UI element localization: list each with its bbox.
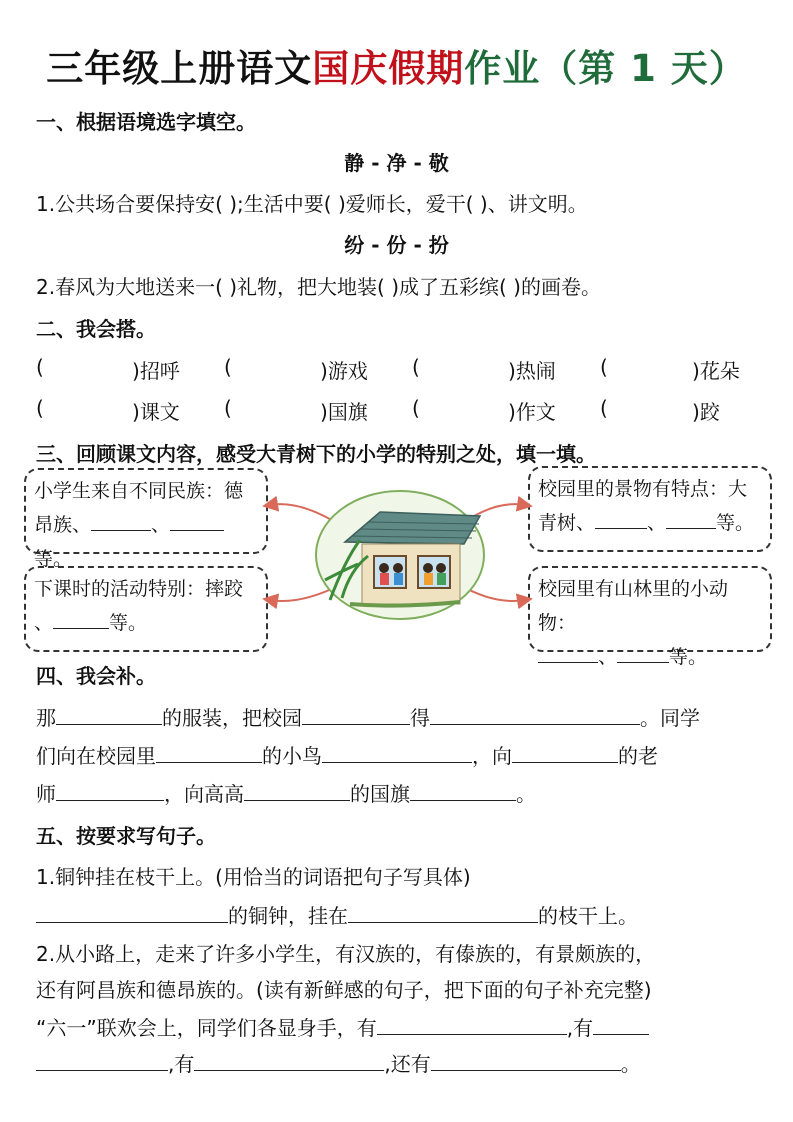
question-1-2: 2.春风为大地送来一( )礼物，把大地装( )成了五彩缤( )的画卷。	[36, 275, 601, 299]
box-line: 、 等。	[34, 606, 258, 640]
paren-open: (	[600, 396, 608, 420]
paren-open: (	[412, 396, 420, 420]
section3-heading: 三、回顾课文内容，感受大青树下的小学的特别之处，填一填。	[36, 442, 596, 466]
title-part-homework: 作业（第 1 天）	[464, 47, 747, 90]
fill-line-3: 师 ，向高高 的国旗 。	[36, 782, 536, 806]
match-item: )热闹	[508, 359, 556, 383]
word-group-2: 纷 - 份 - 扮	[344, 233, 449, 257]
word-group-1: 静 - 净 - 敬	[344, 151, 449, 175]
answer-5-2-line1: “六一”联欢会上，同学们各显身手，有 ,有	[36, 1012, 649, 1041]
section2-heading: 二、我会搭。	[36, 317, 156, 341]
box-line: 校园里的景物有特点：大	[538, 478, 748, 500]
paren-open: (	[224, 355, 232, 379]
match-item: )招呼	[132, 359, 180, 383]
match-item: )作文	[508, 400, 556, 424]
box-line: 昂族、 、等。	[34, 508, 258, 576]
box-line: 、 等。	[538, 640, 762, 674]
question-5-2-line2: 还有阿昌族和德昂族的。(读有新鲜感的句子，把下面的句子补充完整)	[36, 978, 652, 1002]
paren-open: (	[36, 396, 44, 420]
title-part-holiday: 国庆假期	[312, 47, 465, 90]
question-1-1: 1.公共场合要保持安( );生活中要( )爱师长，爱干( )、讲文明。	[36, 192, 588, 216]
box-line: 校园里有山林里的小动物：	[538, 578, 729, 634]
question-5-1: 1.铜钟挂在枝干上。(用恰当的词语把句子写具体)	[36, 865, 471, 889]
match-item: )国旗	[320, 400, 368, 424]
section4-heading: 四、我会补。	[36, 664, 156, 688]
match-item: )花朵	[692, 359, 740, 383]
paren-open: (	[412, 355, 420, 379]
paren-open: (	[224, 396, 232, 420]
question-5-2-line1: 2.从小路上，走来了许多小学生，有汉族的，有傣族的，有景颇族的，	[36, 942, 656, 966]
box-line: 小学生来自不同民族：德	[34, 480, 244, 502]
page-title	[0, 38, 793, 92]
fill-line-1: 那 的服装，把校园 得 。同学	[36, 706, 700, 730]
match-item: )课文	[132, 400, 180, 424]
info-box-scenery	[528, 466, 772, 552]
section5-heading: 五、按要求写句子。	[36, 824, 216, 848]
answer-5-2-line2: ,有 ,还有 。	[36, 1048, 641, 1077]
match-item: )游戏	[320, 359, 368, 383]
box-line: 下课时的活动特别：摔跤	[34, 578, 244, 600]
school-illustration	[250, 480, 550, 630]
answer-5-1: 的铜钟，挂在 的枝干上。	[36, 900, 638, 929]
info-box-animals	[528, 566, 772, 668]
box-line: 青树、 、 等。	[538, 506, 762, 540]
section1-heading: 一、根据语境选字填空。	[36, 110, 256, 134]
match-item: )跤	[692, 400, 720, 424]
fill-line-2: 们向在校园里 的小鸟 ，向 的老	[36, 744, 658, 768]
info-box-activities	[24, 566, 268, 652]
paren-open: (	[36, 355, 44, 379]
paren-open: (	[600, 355, 608, 379]
title-part-grade: 三年级上册语文	[46, 47, 313, 90]
info-box-nationalities	[24, 468, 268, 570]
